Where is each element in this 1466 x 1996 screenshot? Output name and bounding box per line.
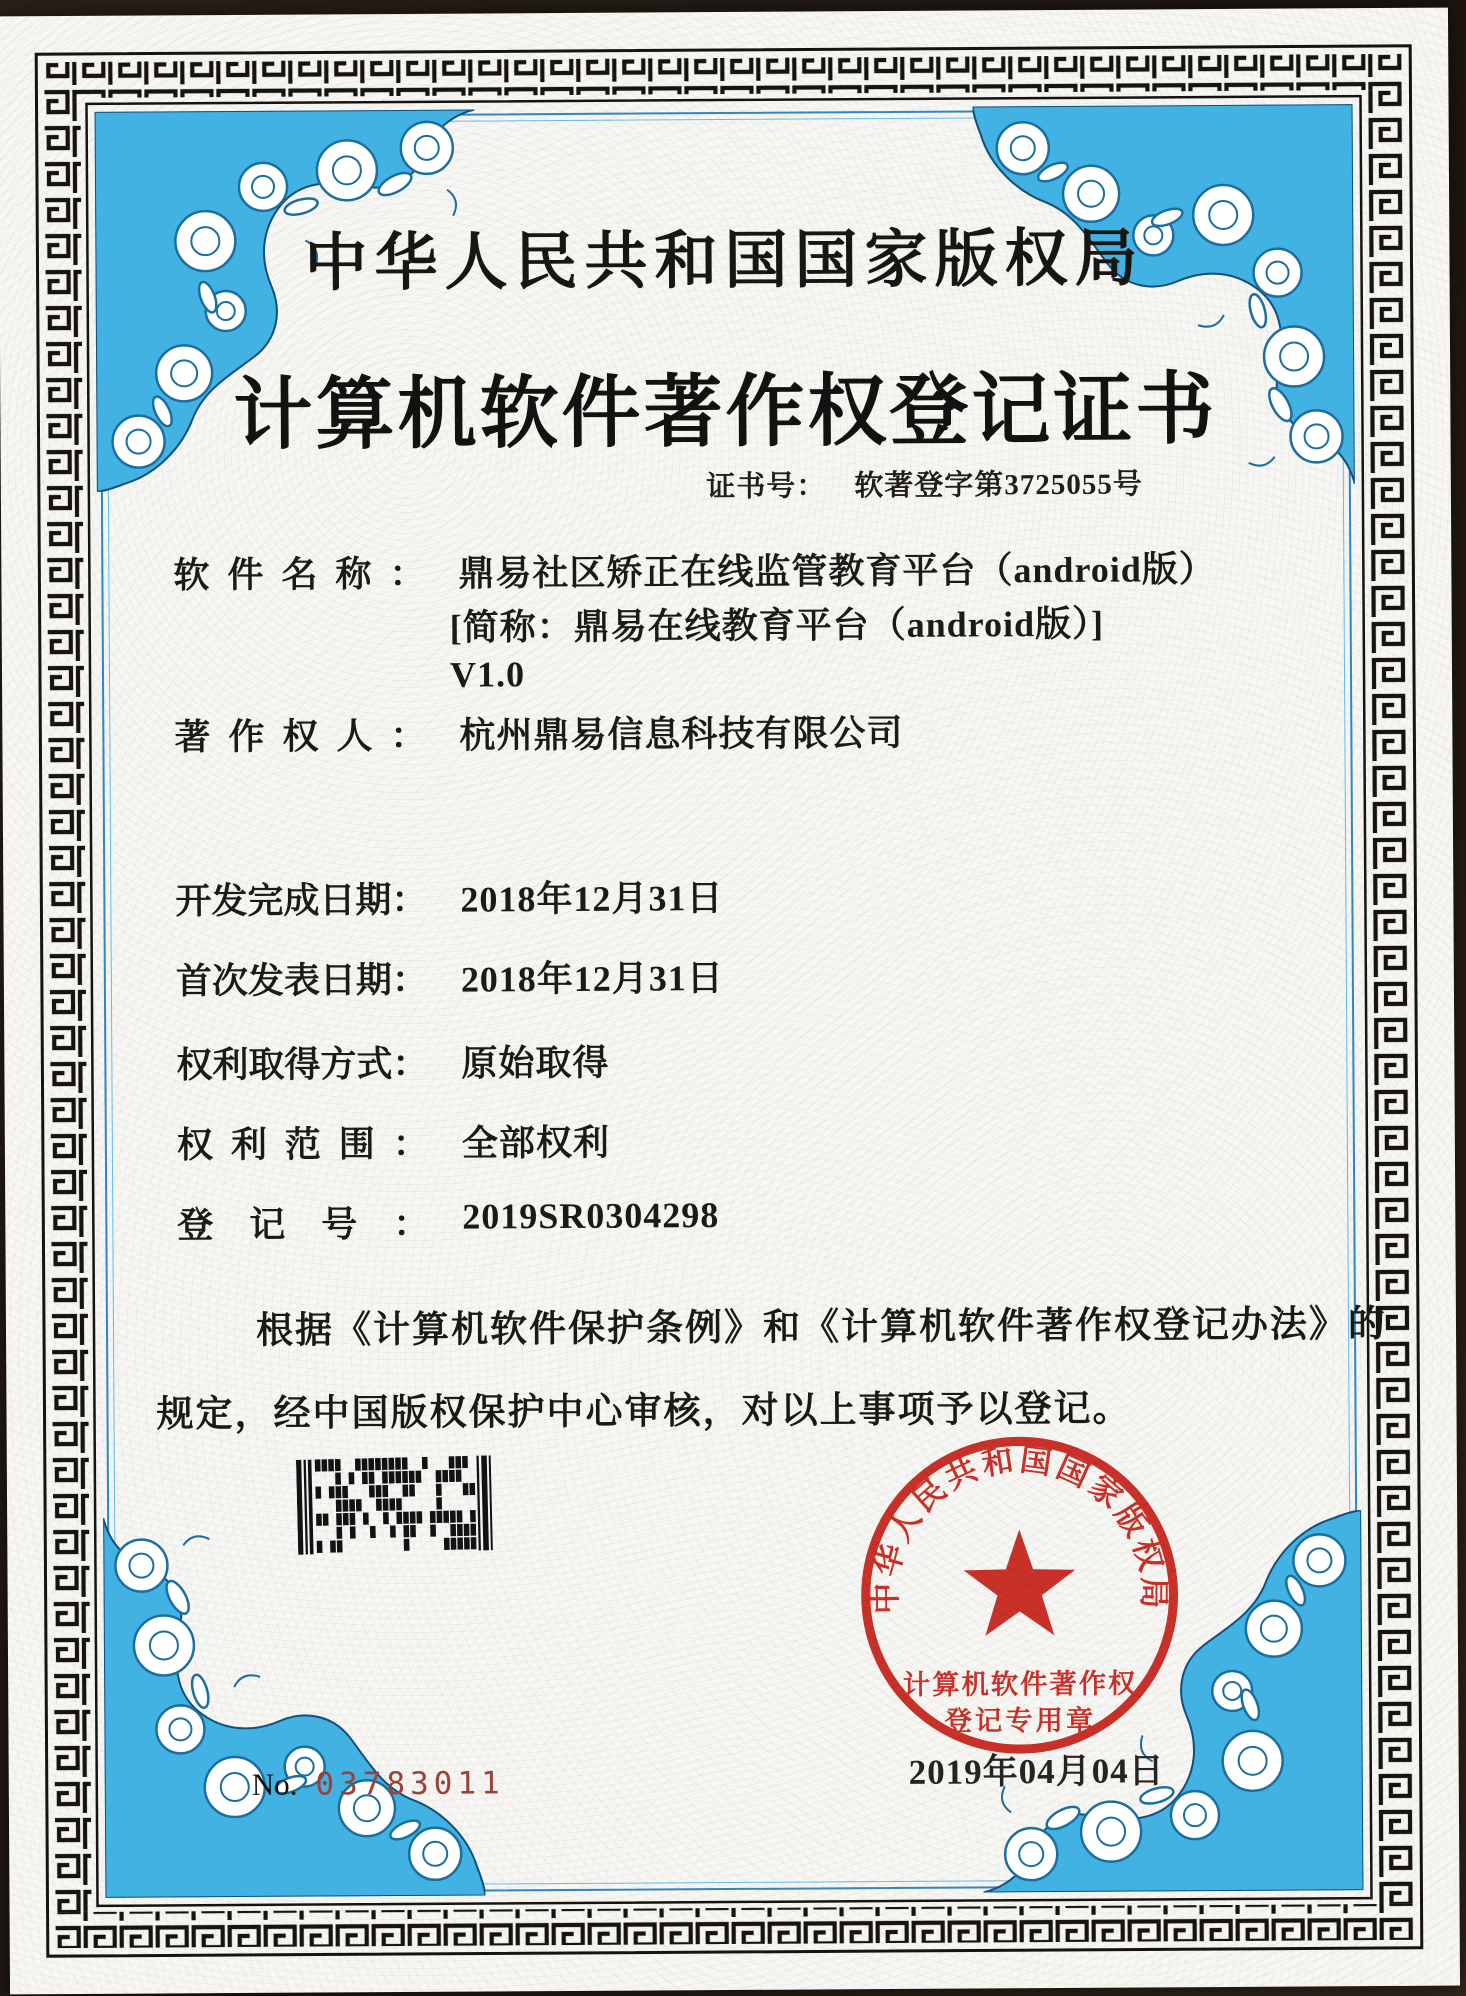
field-right-acquisition	[176, 1035, 609, 1089]
field-software-name-label: 软件名称：	[173, 553, 426, 596]
field-copyright-owner-label: 著作权人：	[174, 715, 427, 758]
seal-inner-text-2: 登记专用章	[944, 1705, 1097, 1737]
field-right-scope-label: 权利范围：	[176, 1123, 429, 1166]
field-dev-complete-date-label: 开发完成日期：	[175, 879, 428, 922]
authority-title: 中华人民共和国国家版权局	[304, 223, 1145, 299]
certificate-number-label: 证书号：	[706, 470, 827, 504]
field-first-publish-date	[176, 950, 724, 1004]
certificate-title: 计算机软件著作权登记证书	[233, 367, 1218, 461]
field-software-version: V1.0	[449, 654, 526, 695]
statement-line-1: 根据《计算机软件保护条例》和《计算机软件著作权登记办法》的	[255, 1303, 1388, 1352]
field-right-acquisition-value: 原始取得	[461, 1042, 610, 1084]
field-registration-no-label: 登记号：	[177, 1203, 430, 1246]
corner-flourish-bottom-left-icon	[103, 1516, 485, 1898]
serial-value: 03783011	[315, 1765, 505, 1803]
field-software-name-value: 鼎易社区矫正在线监管教育平台（android版）	[458, 549, 1216, 594]
seal-date: 2019年04月04日	[908, 1751, 1165, 1792]
field-software-name-short: [简称：鼎易在线教育平台（android版）]	[449, 603, 1105, 648]
serial-prefix: No.	[251, 1766, 298, 1802]
certificate-number-value: 软著登字第3725055号	[854, 468, 1143, 503]
field-first-publish-date-value: 2018年12月31日	[460, 958, 724, 1000]
field-dev-complete-date	[175, 870, 723, 924]
field-registration-no-value: 2019SR0304298	[462, 1195, 720, 1237]
barcode-2d	[296, 1455, 494, 1556]
serial-number	[252, 1765, 505, 1803]
certificate-paper	[0, 8, 1460, 1995]
statement-line-2: 规定，经中国版权保护中心审核，对以上事项予以登记。	[156, 1388, 1132, 1436]
seal-inner-text-1: 计算机软件著作权	[902, 1668, 1138, 1701]
field-copyright-owner	[174, 705, 903, 760]
field-right-scope-value: 全部权利	[461, 1122, 611, 1164]
star-icon	[963, 1529, 1075, 1636]
field-software-name	[173, 541, 1216, 598]
field-dev-complete-date-value: 2018年12月31日	[460, 878, 724, 920]
field-right-scope	[177, 1115, 610, 1169]
field-copyright-owner-value: 杭州鼎易信息科技有限公司	[459, 712, 904, 756]
certificate-number	[706, 461, 1143, 505]
official-seal	[852, 1427, 1188, 1763]
field-first-publish-date-label: 首次发表日期：	[175, 959, 429, 1002]
field-registration-no	[177, 1194, 719, 1248]
seal-ring-text: 中华人民共和国国家版权局	[867, 1441, 1172, 1615]
field-right-acquisition-label: 权利取得方式：	[176, 1043, 429, 1086]
